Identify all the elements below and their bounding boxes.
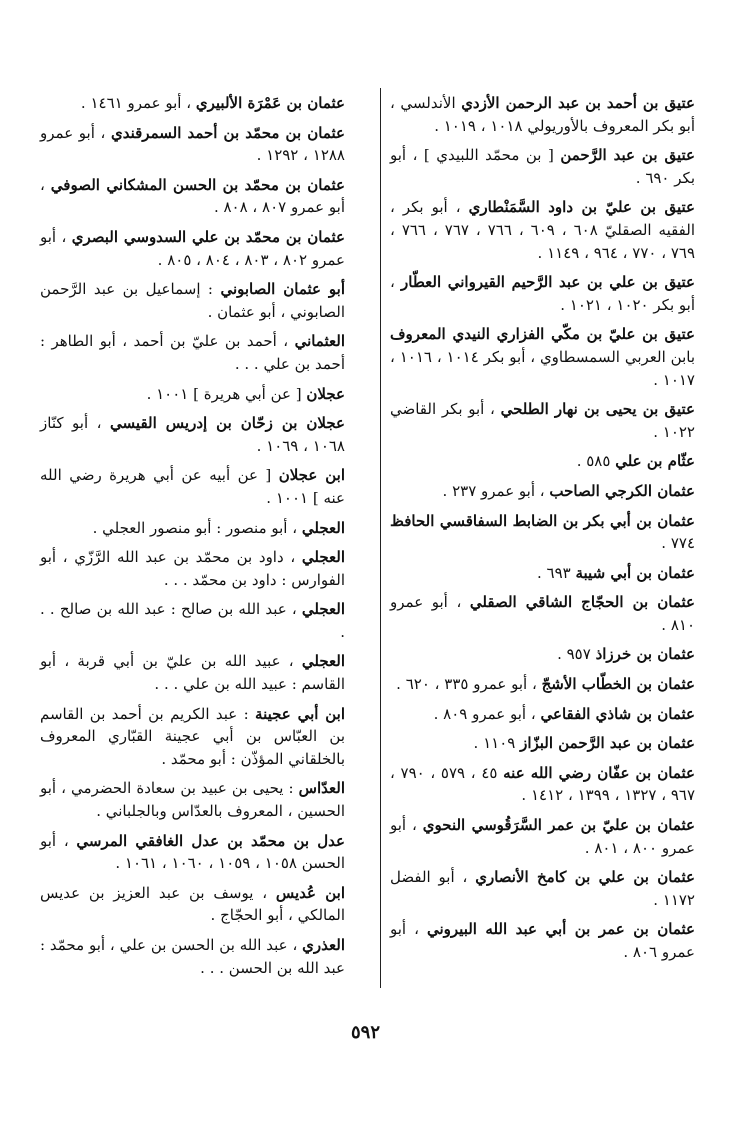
index-entry — [40, 412, 345, 457]
entry-heading: عثمان بن علي بن كامخ الأنصاري — [475, 868, 695, 887]
entry-heading: عجلان بن زحّان بن إدريس القيسي — [110, 414, 346, 433]
entry-text: : عبد الكريم بن أحمد بن القاسم بن العبّاس بن أبي عجينة القبّاري المعروف بالخلقاني المؤذّن : أبو محمّد . — [40, 704, 345, 768]
index-entry — [40, 598, 345, 643]
column-divider — [380, 88, 381, 988]
entry-heading: عثمان بن الحجّاج الشاقي الصقلي — [469, 593, 695, 612]
entry-heading: عثمان بن خرزاذ — [595, 645, 695, 664]
entry-text: ، أبو الفضل ١١٧٢ . — [390, 868, 695, 909]
index-entry — [40, 226, 345, 271]
entry-heading: عتيق بن عليّ بن مكّي الفزاري النيدي المعروف — [390, 325, 695, 344]
entry-text: ، أبو عمرو ٢٣٧ . — [442, 481, 545, 500]
entry-text: ، يوسف بن عبد العزيز بن عديس المالكي ، أبو الحجّاج . — [40, 883, 345, 925]
entry-heading: عتيق بن أحمد بن عبد الرحمن الأزدي — [461, 94, 695, 112]
entry-text: ، عبيد الله بن عليّ بن أبي قربة ، أبو القاسم : عبيد الله بن علي . . . — [40, 652, 345, 694]
index-entry — [390, 480, 695, 503]
index-entry — [390, 271, 695, 316]
entry-text: ، أبو عمرو ٣٣٥ ، ٦٢٠ . — [396, 675, 537, 694]
entry-text: ٥٨٥ . — [576, 452, 611, 471]
index-entry — [40, 546, 345, 591]
entry-heading: عثمان بن الخطّاب الأشجّ — [541, 675, 695, 694]
index-entry — [390, 643, 695, 666]
index-entry — [390, 673, 695, 696]
entry-text: ، أبو عمرو ٨١٠ . — [390, 593, 695, 634]
entry-heading: عثمان بن محمّد بن علي السدوسي البصري — [71, 227, 346, 246]
entry-text: ، أبو عمرو ١٤٦١ . — [80, 94, 192, 112]
entry-text: ٤٥ ، ٥٧٩ ، ٧٩٠ ، ٩٦٧ ، ١٣٢٧ ، ١٣٩٩ ، ١٤١٢ . — [390, 763, 695, 805]
entry-text: ، أبو عمرو ١٢٨٨ ، ١٢٩٢ . — [40, 123, 345, 165]
entry-heading: ابن عُديس — [275, 883, 345, 902]
entry-heading: العجلي — [301, 600, 345, 619]
index-entry — [40, 777, 345, 822]
index-entry — [390, 866, 695, 911]
index-entry — [390, 703, 695, 726]
entry-heading: عثمان بن عفّان رضي الله عنه — [503, 763, 696, 782]
entry-heading: العدّاس — [298, 779, 345, 798]
entry-text: [ بن محمّد اللبيدي ] ، أبو بكر ٦٩٠ . — [390, 146, 695, 187]
entry-text: ، أحمد بن عليّ بن أحمد ، أبو الطاهر : أحمد بن علي . . . — [40, 332, 345, 373]
entry-heading: عثمان بن أبي بكر بن الضابط السفاقسي الحافظ — [390, 511, 695, 530]
entry-text: : إسماعيل بن عبد الرَّحمن الصابوني ، أبو عثمان . — [40, 280, 345, 321]
entry-text: ٦٩٣ . — [536, 563, 571, 582]
entry-heading: عثمان بن عبد الرَّحمن البزّاز — [520, 734, 695, 753]
entry-text: ، أبو بكر ، الفقيه الصقليّ ٦٠٨ ، ٦٠٩ ، ٧٦٦ ، ٧٦٧ ، ٧٦٦ ، ٧٦٩ ، ٧٧٠ ، ٩٦٤ ، ١١٤٩ . — [390, 198, 696, 262]
index-entry — [390, 196, 695, 264]
entry-heading: العثماني — [294, 332, 345, 351]
entry-heading: العجلي — [301, 518, 345, 537]
entry-heading: عثمان بن عليّ بن عمر السَّرَقُوسي النحوي — [422, 816, 695, 835]
entry-text: ، أبو عمرو ٨٠٧ ، ٨٠٨ . — [40, 175, 345, 217]
entry-heading: عثمان بن شاذي الفقاعي — [540, 704, 695, 723]
index-entry — [390, 510, 695, 555]
entry-heading: عتيق بن عليّ بن داود السَّمَنْطاري — [468, 198, 695, 217]
entry-text: ، أبو بكر القاضي ١٠٢٢ . — [390, 400, 695, 441]
index-entry — [40, 174, 345, 219]
index-entry — [40, 330, 345, 375]
index-entry — [390, 144, 695, 189]
entry-text: [ عن أبيه عن أبي هريرة رضي الله عنه ] ١٠٠١ . — [40, 466, 345, 507]
entry-text: ، أبو عمرو ٨٠٠ ، ٨٠١ . — [390, 816, 695, 857]
index-entry — [40, 383, 345, 406]
entry-heading: عثّام بن علي — [615, 452, 695, 471]
entry-text: : يحيى بن عبيد بن سعادة الحضرمي ، أبو الحسين ، المعروف بالعدّاس وبالجلباني . — [40, 779, 345, 821]
index-entry — [390, 92, 695, 137]
entry-text: بابن العربي السمسطاوي ، أبو بكر ١٠١٤ ، ١٠١٦ ، ١٠١٧ . — [390, 347, 695, 389]
entry-heading: عثمان بن محمّد بن أحمد السمرقندي — [110, 123, 345, 142]
index-entry — [40, 934, 345, 979]
index-entry — [390, 762, 695, 807]
entry-heading: عثمان بن عمر بن أبي عبد الله البيروني — [426, 920, 695, 939]
entry-text: ، عبد الله بن صالح : عبد الله بن صالح . . . — [40, 600, 345, 641]
index-entry — [390, 814, 695, 859]
entry-heading: عدل بن محمّد بن عدل الغافقي المرسي — [76, 831, 345, 850]
page-number: ٥٩٢ — [350, 1022, 380, 1043]
entry-text: [ عن أبي هريرة ] ١٠٠١ . — [146, 384, 302, 403]
entry-text: الأندلسي ، أبو بكر المعروف بالأوريولي ١٠١٨ ، ١٠١٩ . — [390, 94, 695, 135]
index-entry — [390, 562, 695, 585]
index-entry — [40, 882, 345, 927]
index-entry — [390, 450, 695, 473]
entry-heading: أبو عثمان الصابوني — [220, 280, 345, 299]
entry-text: ، داود بن محمّد بن عبد الله الرَّزّي ، أبو الفوارس : داود بن محمّد . . . — [40, 548, 345, 589]
index-entry — [40, 92, 345, 115]
entry-text: ١١٠٩ . — [473, 734, 516, 753]
entry-heading: عجلان — [306, 384, 345, 403]
index-entry — [390, 918, 695, 963]
entry-text: ، أبو عمرو ٨٠٢ ، ٨٠٣ ، ٨٠٤ ، ٨٠٥ . — [40, 227, 345, 269]
entry-text: ، عبد الله بن الحسن بن علي ، أبو محمّد : عبد الله بن الحسن . . . — [40, 936, 345, 977]
entry-text: ، أبو عمرو ٨٠٩ . — [433, 704, 536, 723]
entry-heading: عثمان الكرجي الصاحب — [549, 481, 695, 500]
index-entry — [40, 464, 345, 509]
entry-text: ٧٧٤ . — [661, 534, 695, 553]
index-entry — [390, 398, 695, 443]
entry-heading: العجلي — [301, 652, 346, 671]
index-entry — [40, 122, 345, 167]
left-column — [40, 92, 345, 986]
entry-heading: ابن أبي عجينة — [255, 704, 345, 723]
entry-text: ، أبو بكر ١٠٢٠ ، ١٠٢١ . — [390, 273, 695, 314]
entry-text: ، أبو كنّاز ١٠٦٨ ، ١٠٦٩ . — [40, 414, 345, 455]
entry-heading: العجلي — [301, 548, 345, 567]
entry-heading: العذري — [302, 936, 345, 954]
entry-text: ، أبو الحسن ١٠٥٨ ، ١٠٥٩ ، ١٠٦٠ ، ١٠٦١ . — [40, 831, 345, 873]
index-entry — [40, 703, 345, 771]
entry-text: ٩٥٧ . — [557, 645, 591, 664]
entry-heading: عثمان بن أبي شيبة — [575, 563, 695, 582]
entry-heading: عتيق بن عبد الرَّحمن — [560, 146, 695, 165]
index-entry — [40, 650, 345, 695]
entry-heading: ابن عجلان — [278, 466, 345, 485]
entry-heading: عثمان بن محمّد بن الحسن المشكاني الصوفي — [50, 175, 345, 194]
index-entry — [390, 323, 695, 391]
entry-heading: عثمان بن عَمْرَة الألبيري — [195, 94, 345, 112]
entry-text: ، أبو عمرو ٨٠٦ . — [390, 920, 695, 961]
entry-text: ، أبو منصور : أبو منصور العجلي . — [92, 518, 298, 537]
index-entry — [390, 591, 695, 636]
index-entry — [390, 732, 695, 755]
index-entry — [40, 278, 345, 323]
index-entry — [40, 830, 345, 875]
entry-heading: عتيق بن يحيى بن نهار الطلحي — [500, 400, 696, 419]
right-column — [390, 92, 695, 971]
entry-heading: عتيق بن علي بن عبد الرَّحيم القيرواني العطّار — [401, 273, 695, 292]
index-entry — [40, 517, 345, 540]
